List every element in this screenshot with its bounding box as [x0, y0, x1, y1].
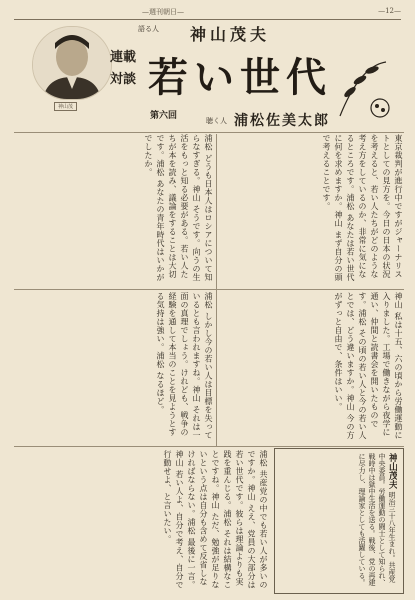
header-rule: [14, 19, 401, 20]
profile-text: 明治三十八年生まれ。共産党中央委員。労働運動の闘士として知られ、戦時中は獄中生活を送る。戦後、党の再建に尽力し、理論家としても活躍している。: [358, 453, 396, 586]
profile-box: [274, 448, 404, 594]
profile-name: 神山茂夫: [387, 453, 397, 489]
portrait-caption: 神山茂: [54, 102, 77, 111]
title-block: [20, 22, 395, 132]
text-column-4: 浦松 しかし今の若い人は目標を失っているとも言われますね。神山 それは一面の真理でしょう。けれども、戦争の経験を通して本当のことを見ようとする気持は強い。浦松 なるほど。: [156, 292, 213, 440]
tier-divider-2: [14, 446, 404, 447]
series-label-2: 対談: [109, 72, 136, 87]
host-label: 語る人: [138, 25, 159, 33]
text-column-2: 浦松 どうも日本人はロシアについて知らなすぎる。神山 そうです。向うの生活をもっと知る必要がある。若い人たちが本を読み、議論をすることは大切です。浦松 あなたの青年時代はいかがでしたか。: [144, 134, 213, 282]
portrait-image: [32, 26, 112, 100]
decorative-plant-illustration: [330, 56, 396, 124]
listener-name: 浦松佐美太郎: [234, 113, 330, 129]
page-header: [14, 6, 401, 20]
series-label-1: 連載: [109, 50, 136, 65]
text-column-5: 浦松 共産党の中でも若い人が多いのですか。神山 ええ、党員の大部分は若い世代です。彼らは理論よりも実践を重んじる。浦松 それは結構なことですね。神山 ただ、勉強が足りないという点は自分も含めて反省しなければならない。浦松 最後に一言。神山 若い人よ、自分で考え、自分で行動せよ、と言いたい。: [163, 450, 268, 590]
text-column-1: 東京裁判が進行中ですがジャーナリストとしての見方を。今日の日本の状況を考えると、若い人たちがどのような考え方をしているのか、非常に気になるところです。浦松 あなたは若い世代に何を求めますか。神山 まず自分の頭で考えることです。: [322, 134, 403, 282]
episode-label: 第六回: [150, 111, 178, 121]
text-column-3: 神山 私は十五、六の頃から労働運動に入りました。工場で働きながら夜学に通い、仲間と読書会を開いたものです。浦松 その頃の若い人と今の若い人とでは、どう違いますか。神山 今の方がずっと自由で、条件はいい。: [334, 292, 403, 440]
listener-label: 聴く人: [206, 117, 227, 125]
portrait-illustration: [33, 27, 111, 99]
issue-label: —週刊朝日—: [142, 8, 184, 16]
host-name: 神山茂夫: [190, 25, 271, 44]
tier-divider-1: [14, 289, 404, 290]
title-divider: [14, 132, 404, 133]
profile-content: [279, 453, 397, 587]
page-number: —12—: [378, 7, 401, 15]
column-divider: [216, 134, 217, 446]
main-title: 若い世代: [148, 54, 332, 101]
